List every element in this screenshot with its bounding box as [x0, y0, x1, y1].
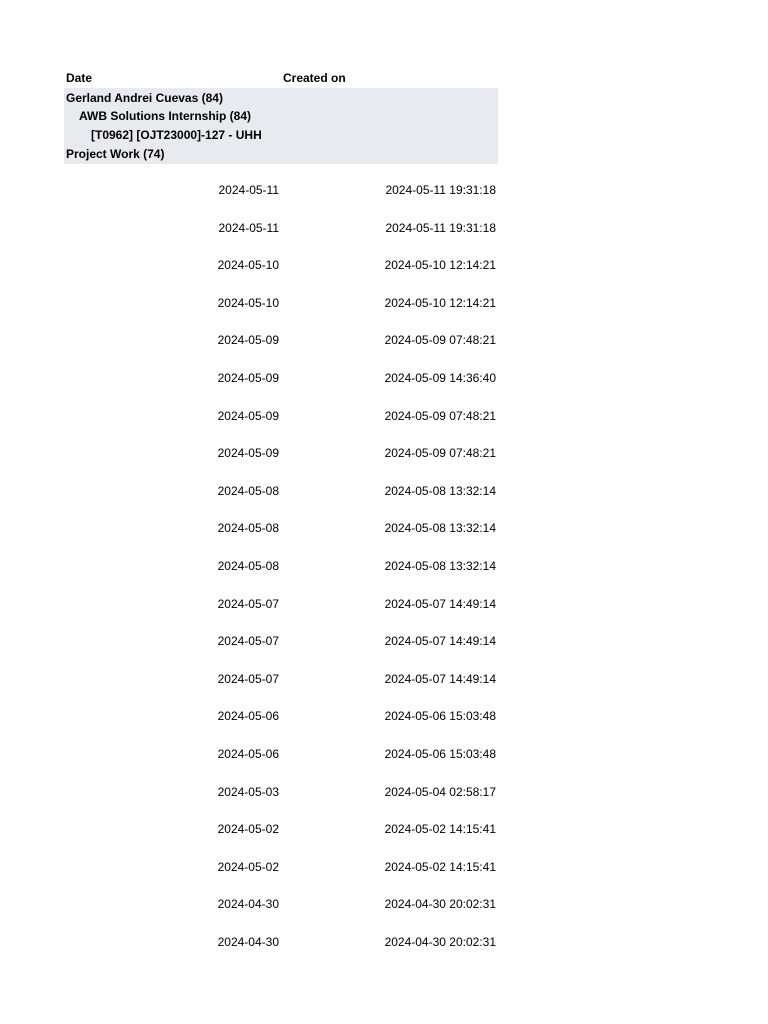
data-rows	[0, 172, 768, 961]
created-on-cell: 2024-05-07 14:49:14	[384, 596, 496, 611]
table-row[interactable]	[0, 886, 768, 924]
date-cell: 2024-05-09	[217, 333, 279, 348]
created-on-cell: 2024-05-09 07:48:21	[384, 408, 496, 423]
date-cell: 2024-05-07	[217, 634, 279, 649]
created-on-cell: 2024-05-10 12:14:21	[384, 295, 496, 310]
created-on-cell: 2024-05-07 14:49:14	[384, 671, 496, 686]
group-activity-type[interactable]: Project Work (74)	[66, 147, 165, 161]
created-on-cell: 2024-05-09 14:36:40	[384, 370, 496, 385]
table-row[interactable]	[0, 247, 768, 285]
created-on-cell: 2024-04-30 20:02:31	[384, 934, 496, 949]
table-row[interactable]	[0, 924, 768, 962]
group-header-box	[64, 88, 498, 164]
date-cell: 2024-05-09	[217, 408, 279, 423]
date-cell: 2024-05-07	[217, 671, 279, 686]
column-header-date[interactable]: Date	[66, 71, 93, 85]
created-on-cell: 2024-05-02 14:15:41	[384, 822, 496, 837]
date-cell: 2024-05-10	[217, 258, 279, 273]
table-row[interactable]	[0, 510, 768, 548]
table-row[interactable]	[0, 322, 768, 360]
group-project[interactable]: AWB Solutions Internship (84)	[79, 109, 252, 123]
date-cell: 2024-05-09	[217, 370, 279, 385]
date-cell: 2024-05-06	[217, 746, 279, 761]
date-cell: 2024-05-08	[217, 483, 279, 498]
table-row[interactable]	[0, 623, 768, 661]
table-row[interactable]	[0, 360, 768, 398]
date-cell: 2024-05-11	[218, 183, 279, 197]
date-cell: 2024-05-09	[217, 446, 279, 461]
table-row[interactable]	[0, 398, 768, 436]
created-on-cell: 2024-05-09 07:48:21	[384, 333, 496, 348]
date-cell: 2024-05-02	[217, 859, 279, 874]
created-on-cell: 2024-05-08 13:32:14	[384, 558, 496, 573]
column-header-created-on[interactable]: Created on	[283, 71, 346, 85]
column-header-row	[64, 70, 498, 88]
table-row[interactable]	[0, 661, 768, 699]
date-cell: 2024-05-10	[217, 295, 279, 310]
group-employee[interactable]: Gerland Andrei Cuevas (84)	[66, 91, 223, 105]
created-on-cell: 2024-05-07 14:49:14	[384, 634, 496, 649]
created-on-cell: 2024-05-08 13:32:14	[384, 521, 496, 536]
table-row[interactable]	[0, 736, 768, 774]
date-cell: 2024-05-08	[217, 521, 279, 536]
date-cell: 2024-05-06	[217, 709, 279, 724]
created-on-cell: 2024-05-08 13:32:14	[384, 483, 496, 498]
table-row[interactable]	[0, 811, 768, 849]
table-row[interactable]	[0, 774, 768, 812]
date-cell: 2024-04-30	[217, 897, 279, 912]
group-task[interactable]: [T0962] [OJT23000]-127 - UHH	[91, 128, 262, 142]
created-on-cell: 2024-05-09 07:48:21	[384, 446, 496, 461]
date-cell: 2024-05-11	[218, 220, 279, 235]
date-cell: 2024-05-03	[217, 784, 279, 799]
table-row[interactable]	[0, 210, 768, 248]
created-on-cell: 2024-05-10 12:14:21	[384, 258, 496, 273]
created-on-cell: 2024-05-11 19:31:18	[385, 183, 496, 197]
created-on-cell: 2024-05-02 14:15:41	[384, 859, 496, 874]
table-row[interactable]	[0, 698, 768, 736]
date-cell: 2024-04-30	[217, 934, 279, 949]
created-on-cell: 2024-05-06 15:03:48	[384, 746, 496, 761]
table-row[interactable]	[0, 473, 768, 511]
created-on-cell: 2024-05-11 19:31:18	[385, 220, 496, 235]
table-row[interactable]	[0, 849, 768, 887]
table-row[interactable]	[0, 172, 768, 210]
table-row[interactable]	[0, 548, 768, 586]
date-cell: 2024-05-02	[217, 822, 279, 837]
created-on-cell: 2024-05-06 15:03:48	[384, 709, 496, 724]
date-cell: 2024-05-08	[217, 558, 279, 573]
table-row[interactable]	[0, 285, 768, 323]
table-row[interactable]	[0, 435, 768, 473]
created-on-cell: 2024-04-30 20:02:31	[384, 897, 496, 912]
table-row[interactable]	[0, 586, 768, 624]
date-cell: 2024-05-07	[217, 596, 279, 611]
created-on-cell: 2024-05-04 02:58:17	[384, 784, 496, 799]
